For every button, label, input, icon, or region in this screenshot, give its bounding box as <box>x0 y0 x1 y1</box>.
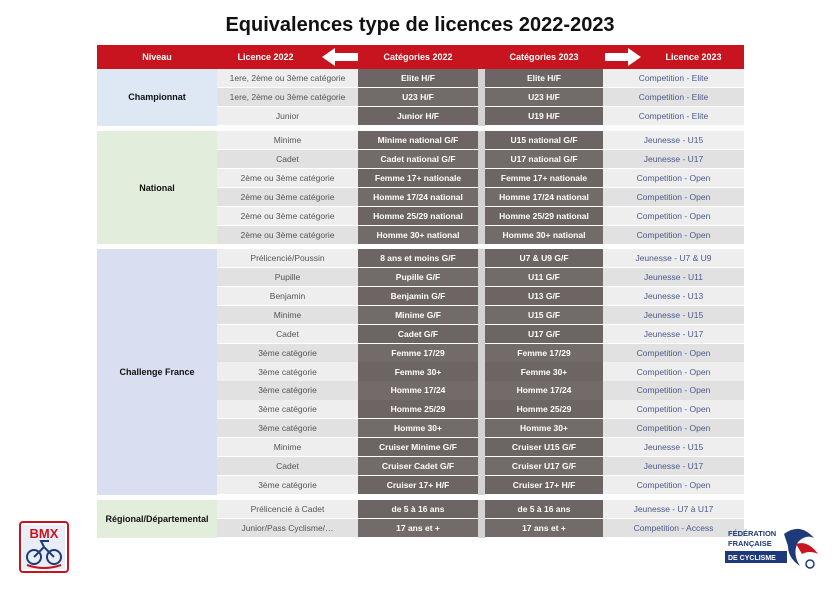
table-cell: Competition - Open <box>603 188 744 206</box>
table-cell: Homme 17/24 national <box>358 188 478 206</box>
header-niveau: Niveau <box>97 45 217 69</box>
table-cell: Cruiser 17+ H/F <box>358 476 478 494</box>
gap-column-3 <box>478 500 485 538</box>
table-cell: Jeunesse - U15 <box>603 131 744 149</box>
table-cell: Cadet <box>217 150 358 168</box>
table-cell: Benjamin G/F <box>358 287 478 305</box>
table-cell: Minime G/F <box>358 306 478 324</box>
table-cell: Prélicencié à Cadet <box>217 500 358 518</box>
table-cell: 2ème ou 3ème catégorie <box>217 169 358 187</box>
table-cell: Competition - Open <box>603 419 744 437</box>
table-cell: 3ème catégorie <box>217 419 358 437</box>
ffc-logo-line2: FRANÇAISE <box>728 539 772 548</box>
table-cell: Competition - Open <box>603 476 744 494</box>
table-cell: Competition - Open <box>603 207 744 225</box>
table-cell: U15 national G/F <box>485 131 603 149</box>
table-cell: Jeunesse - U15 <box>603 306 744 324</box>
table-cell: Competition - Elite <box>603 88 744 106</box>
table-cell: Cadet G/F <box>358 325 478 343</box>
table-cell: Cruiser 17+ H/F <box>485 476 603 494</box>
table-cell: Homme 30+ national <box>485 226 603 244</box>
table-cell: 8 ans et moins G/F <box>358 249 478 267</box>
table-cell: de 5 à 16 ans <box>358 500 478 518</box>
table-cell: Prélicencié/Poussin <box>217 249 358 267</box>
table-cell: Homme 17/24 <box>358 381 478 399</box>
table-cell: Femme 17/29 <box>358 344 478 362</box>
table-cell: Jeunesse - U17 <box>603 150 744 168</box>
header-licence-2023-label: Licence 2023 <box>665 52 722 62</box>
table-cell: Competition - Access <box>603 519 744 537</box>
table-cell: Cadet <box>217 325 358 343</box>
table-cell: 1ere, 2ème ou 3ème catégorie <box>217 69 358 87</box>
table-cell: Competition - Elite <box>603 69 744 87</box>
gap-column-0 <box>478 69 485 126</box>
table-cell: 2ème ou 3ème catégorie <box>217 226 358 244</box>
table-cell: Pupille <box>217 268 358 286</box>
table-cell: 2ème ou 3ème catégorie <box>217 207 358 225</box>
table-cell: U15 G/F <box>485 306 603 324</box>
table-cell: Benjamin <box>217 287 358 305</box>
table-cell: 3ème catégorie <box>217 400 358 418</box>
table-cell: Minime national G/F <box>358 131 478 149</box>
table-cell: Homme 25/29 national <box>358 207 478 225</box>
table-cell: Cruiser U15 G/F <box>485 438 603 456</box>
table-cell: Femme 30+ <box>358 362 478 380</box>
table-cell: Cadet national G/F <box>358 150 478 168</box>
table-cell: Junior H/F <box>358 107 478 125</box>
table-cell: Homme 30+ <box>485 419 603 437</box>
table-cell: Homme 25/29 <box>485 400 603 418</box>
table-cell: Homme 17/24 <box>485 381 603 399</box>
header-categories-2023: Catégories 2023 <box>485 45 603 69</box>
table-cell: 2ème ou 3ème catégorie <box>217 188 358 206</box>
table-cell: 3ème catégorie <box>217 344 358 362</box>
ffc-logo-line3: DE CYCLISME <box>728 555 776 562</box>
table-cell: U17 G/F <box>485 325 603 343</box>
table-cell: Jeunesse - U11 <box>603 268 744 286</box>
level-3: Régional/Départemental <box>97 500 217 538</box>
header-gap <box>478 45 485 69</box>
table-cell: 1ere, 2ème ou 3ème catégorie <box>217 88 358 106</box>
table-cell: Femme 17+ nationale <box>358 169 478 187</box>
table-cell: Cruiser U17 G/F <box>485 457 603 475</box>
table-cell: Competition - Open <box>603 400 744 418</box>
table-cell: Competition - Open <box>603 226 744 244</box>
table-cell: Cruiser Minime G/F <box>358 438 478 456</box>
table-cell: Cruiser Cadet G/F <box>358 457 478 475</box>
table-cell: U7 & U9 G/F <box>485 249 603 267</box>
table-cell: Jeunesse - U13 <box>603 287 744 305</box>
table-cell: Femme 30+ <box>485 362 603 380</box>
table-cell: 17 ans et + <box>358 519 478 537</box>
gap-column-2 <box>478 249 485 495</box>
table-cell: Femme 17/29 <box>485 344 603 362</box>
table-cell: U23 H/F <box>358 88 478 106</box>
table-cell: Elite H/F <box>485 69 603 87</box>
level-0: Championnat <box>97 69 217 126</box>
table-cell: Minime <box>217 306 358 324</box>
table-cell: Competition - Open <box>603 169 744 187</box>
table-cell: Minime <box>217 438 358 456</box>
table-cell: Homme 30+ national <box>358 226 478 244</box>
level-2: Challenge France <box>97 249 217 495</box>
level-1: National <box>97 131 217 244</box>
table-cell: Femme 17+ nationale <box>485 169 603 187</box>
table-cell: Jeunesse - U7 à U17 <box>603 500 744 518</box>
header-categories-2022: Catégories 2022 <box>358 45 478 69</box>
table-cell: Elite H/F <box>358 69 478 87</box>
ffc-logo <box>722 524 822 572</box>
table-cell: Cadet <box>217 457 358 475</box>
table-cell: 3ème catégorie <box>217 381 358 399</box>
table-cell: Competition - Elite <box>603 107 744 125</box>
table-cell: Jeunesse - U17 <box>603 457 744 475</box>
table-cell: U13 G/F <box>485 287 603 305</box>
table-cell: de 5 à 16 ans <box>485 500 603 518</box>
table-cell: Homme 25/29 national <box>485 207 603 225</box>
table-cell: Competition - Open <box>603 362 744 380</box>
table-cell: Minime <box>217 131 358 149</box>
table-cell: U23 H/F <box>485 88 603 106</box>
table-cell: Junior <box>217 107 358 125</box>
table-cell: Pupille G/F <box>358 268 478 286</box>
table-cell: Jeunesse - U17 <box>603 325 744 343</box>
header-licence-2022-label: Licence 2022 <box>237 52 294 62</box>
bmx-logo-text: BMX <box>29 526 59 541</box>
table-cell: Homme 17/24 national <box>485 188 603 206</box>
arrow-left-icon <box>322 48 358 66</box>
table-header <box>97 45 744 69</box>
table-cell: U19 H/F <box>485 107 603 125</box>
bmx-logo <box>19 521 69 573</box>
table-cell: Competition - Open <box>603 344 744 362</box>
table-cell: U11 G/F <box>485 268 603 286</box>
table-cell: Competition - Open <box>603 381 744 399</box>
ffc-logo-line1: FÉDÉRATION <box>728 529 777 538</box>
table-cell: Junior/Pass Cyclisme/… <box>217 519 358 537</box>
gap-column-1 <box>478 131 485 244</box>
table-cell: Jeunesse - U15 <box>603 438 744 456</box>
table-cell: 17 ans et + <box>485 519 603 537</box>
arrow-right-icon <box>605 48 641 66</box>
table-cell: Jeunesse - U7 & U9 <box>603 249 744 267</box>
table-cell: Homme 25/29 <box>358 400 478 418</box>
table-cell: U17 national G/F <box>485 150 603 168</box>
table-cell: Homme 30+ <box>358 419 478 437</box>
page-title: Equivalences type de licences 2022-2023 <box>225 14 615 36</box>
table-cell: 3ème catégorie <box>217 362 358 380</box>
table-cell: 3ème catégorie <box>217 476 358 494</box>
